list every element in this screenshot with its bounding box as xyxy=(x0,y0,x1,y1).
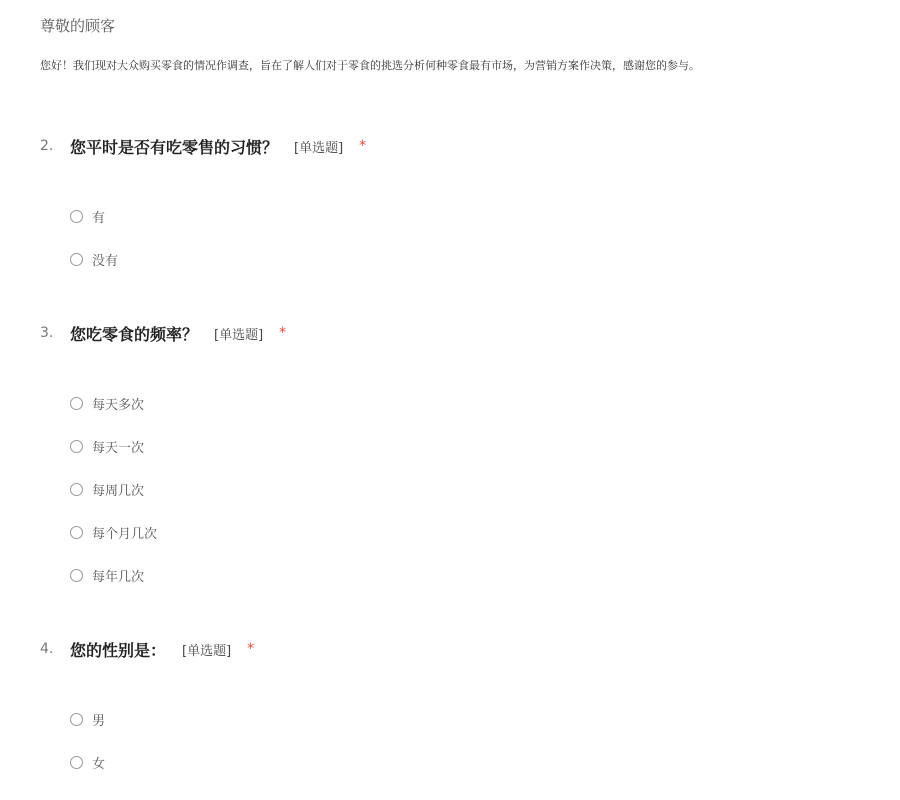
question-header xyxy=(40,637,880,661)
question-title: 您的性别是： xyxy=(70,640,167,660)
option-male[interactable] xyxy=(70,709,105,729)
option-label[interactable]: 没有 xyxy=(92,253,119,269)
required-marker: * xyxy=(279,325,287,341)
question-2 xyxy=(40,134,880,269)
question-4 xyxy=(40,637,880,772)
survey-intro: 您好！我们现对大众购买零食的情况作调查，旨在了解人们对于零食的挑选分析何种零食最有市场，为营销方案作决策，感谢您的参与。 xyxy=(40,59,700,72)
question-number: 4. xyxy=(40,641,54,657)
question-header xyxy=(40,134,880,158)
question-title: 您平时是否有吃零售的习惯？ xyxy=(70,137,279,157)
option-label[interactable]: 每个月几次 xyxy=(92,526,158,542)
option-label[interactable]: 有 xyxy=(92,210,106,226)
option-label[interactable]: 每天多次 xyxy=(92,397,145,413)
option-meiyou[interactable] xyxy=(70,249,118,269)
radio-icon[interactable] xyxy=(70,397,83,410)
question-type-label: [单选题] xyxy=(214,327,264,343)
required-marker: * xyxy=(359,138,367,154)
radio-icon[interactable] xyxy=(70,569,83,582)
option-label[interactable]: 每年几次 xyxy=(92,569,145,585)
radio-icon[interactable] xyxy=(70,713,83,726)
question-type-label: [单选题] xyxy=(182,643,232,659)
question-3 xyxy=(40,321,880,585)
option-label[interactable]: 男 xyxy=(92,713,106,729)
option-monthly[interactable] xyxy=(70,522,157,542)
radio-icon[interactable] xyxy=(70,440,83,453)
option-daily-once[interactable] xyxy=(70,436,144,456)
option-label[interactable]: 女 xyxy=(92,756,106,772)
required-marker: * xyxy=(247,641,255,657)
question-number: 3. xyxy=(40,325,54,341)
option-weekly[interactable] xyxy=(70,479,144,499)
radio-icon[interactable] xyxy=(70,526,83,539)
option-label[interactable]: 每天一次 xyxy=(92,440,145,456)
question-title: 您吃零食的频率？ xyxy=(70,324,199,344)
question-type-label: [单选题] xyxy=(294,140,344,156)
option-you[interactable] xyxy=(70,206,105,226)
survey-greeting: 尊敬的顾客 xyxy=(40,17,116,35)
radio-icon[interactable] xyxy=(70,210,83,223)
option-yearly[interactable] xyxy=(70,565,144,585)
radio-icon[interactable] xyxy=(70,253,83,266)
option-daily-multiple[interactable] xyxy=(70,393,144,413)
option-label[interactable]: 每周几次 xyxy=(92,483,145,499)
radio-icon[interactable] xyxy=(70,756,83,769)
question-header xyxy=(40,321,880,345)
option-female[interactable] xyxy=(70,752,105,772)
radio-icon[interactable] xyxy=(70,483,83,496)
question-number: 2. xyxy=(40,138,54,154)
